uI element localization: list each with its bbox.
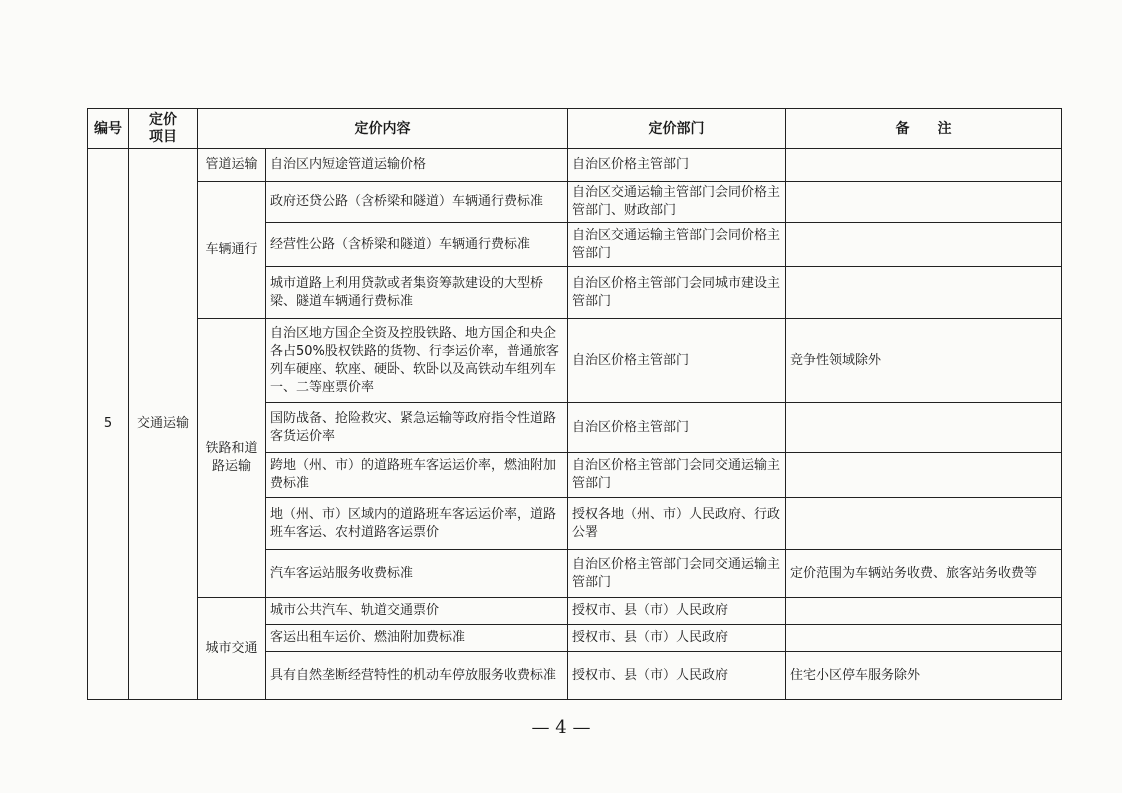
page-number: — 4 — <box>531 717 591 738</box>
note-cell <box>786 498 1062 550</box>
content-cell: 城市公共汽车、轨道交通票价 <box>266 598 568 625</box>
pricing-table <box>87 108 1062 700</box>
dept-cell: 自治区交通运输主管部门会同价格主管部门 <box>568 223 786 267</box>
dept-cell: 自治区价格主管部门 <box>568 149 786 182</box>
dept-cell: 自治区价格主管部门会同城市建设主管部门 <box>568 267 786 319</box>
content-cell: 地（州、市）区域内的道路班车客运运价率，道路班车客运、农村道路客运票价 <box>266 498 568 550</box>
header-number: 编号 <box>88 109 129 149</box>
dept-cell: 授权市、县（市）人民政府 <box>568 598 786 625</box>
table-row <box>88 182 1062 223</box>
content-cell: 经营性公路（含桥梁和隧道）车辆通行费标准 <box>266 223 568 267</box>
dept-cell: 自治区价格主管部门 <box>568 319 786 403</box>
dept-cell: 授权市、县（市）人民政府 <box>568 625 786 652</box>
content-cell: 跨地（州、市）的道路班车客运运价率，燃油附加费标准 <box>266 453 568 498</box>
content-cell: 具有自然垄断经营特性的机动车停放服务收费标准 <box>266 652 568 700</box>
header-item <box>129 109 198 149</box>
header-content: 定价内容 <box>198 109 568 149</box>
group-vehicle: 车辆通行 <box>198 182 266 319</box>
table-row <box>88 149 1062 182</box>
group-pipeline: 管道运输 <box>198 149 266 182</box>
content-cell: 政府还贷公路（含桥梁和隧道）车辆通行费标准 <box>266 182 568 223</box>
dept-cell: 自治区价格主管部门会同交通运输主管部门 <box>568 550 786 598</box>
note-cell <box>786 625 1062 652</box>
note-cell <box>786 223 1062 267</box>
note-cell <box>786 453 1062 498</box>
dept-cell: 自治区价格主管部门 <box>568 403 786 453</box>
group-railroad: 铁路和道路运输 <box>198 319 266 598</box>
group-urban: 城市交通 <box>198 598 266 700</box>
content-cell: 自治区内短途管道运输价格 <box>266 149 568 182</box>
note-cell: 住宅小区停车服务除外 <box>786 652 1062 700</box>
row-number: 5 <box>88 149 129 700</box>
note-cell <box>786 182 1062 223</box>
dept-cell: 授权市、县（市）人民政府 <box>568 652 786 700</box>
dept-cell: 自治区价格主管部门会同交通运输主管部门 <box>568 453 786 498</box>
dept-cell: 授权各地（州、市）人民政府、行政公署 <box>568 498 786 550</box>
table-row <box>88 319 1062 403</box>
content-cell: 国防战备、抢险救灾、紧急运输等政府指令性道路客货运价率 <box>266 403 568 453</box>
table-row <box>88 598 1062 625</box>
note-cell <box>786 403 1062 453</box>
note-cell: 竞争性领域除外 <box>786 319 1062 403</box>
dept-cell: 自治区交通运输主管部门会同价格主管部门、财政部门 <box>568 182 786 223</box>
category-cell: 交通运输 <box>129 149 198 700</box>
note-cell <box>786 598 1062 625</box>
content-cell: 城市道路上利用贷款或者集资筹款建设的大型桥梁、隧道车辆通行费标准 <box>266 267 568 319</box>
header-item-text: 定价 项目 <box>149 111 177 145</box>
note-cell: 定价范围为车辆站务收费、旅客站务收费等 <box>786 550 1062 598</box>
content-cell: 汽车客运站服务收费标准 <box>266 550 568 598</box>
header-note: 备 注 <box>786 109 1062 149</box>
content-cell: 自治区地方国企全资及控股铁路、地方国企和央企各占50%股权铁路的货物、行李运价率，普通旅客列车硬座、软座、硬卧、软卧以及高铁动车组列车一、二等座票价率 <box>266 319 568 403</box>
content-cell: 客运出租车运价、燃油附加费标准 <box>266 625 568 652</box>
note-cell <box>786 149 1062 182</box>
table-header-row <box>88 109 1062 149</box>
note-cell <box>786 267 1062 319</box>
header-dept: 定价部门 <box>568 109 786 149</box>
